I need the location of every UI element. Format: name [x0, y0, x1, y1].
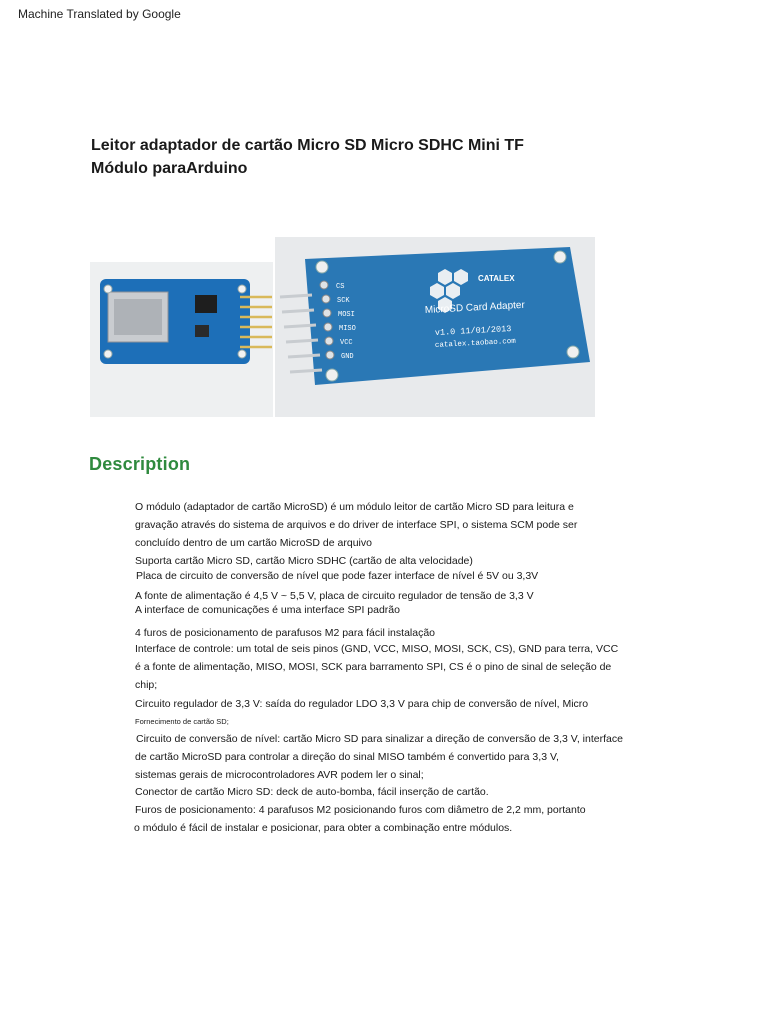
body-line-18: Furos de posicionamento: 4 parafusos M2 posicionando furos com diâmetro de 2,2 mm, portanto	[135, 804, 586, 816]
product-photo	[90, 237, 595, 417]
machine-translation-banner: Machine Translated by Google	[18, 7, 181, 21]
pin-label-gnd: GND	[341, 353, 354, 361]
large-module	[280, 247, 590, 385]
body-line-9: Interface de controle: um total de seis pinos (GND, VCC, MISO, MOSI, SCK, CS), GND para terra, VCC	[135, 643, 619, 655]
body-line-8: 4 furos de posicionamento de parafusos M2 para fácil instalação	[135, 627, 436, 639]
board-name: MicroSD Card Adapter	[424, 299, 526, 316]
body-line-1: O módulo (adaptador de cartão MicroSD) é um módulo leitor de cartão Micro SD para leitura e	[135, 501, 574, 513]
body-line-15: de cartão MicroSD para controlar a direção do sinal MISO também é convertido para 3,3 V,	[135, 751, 559, 763]
body-line-2: gravação através do sistema de arquivos e do driver de interface SPI, o sistema SCM pode ser	[135, 519, 578, 531]
description-heading: Description	[89, 454, 191, 474]
body-line-10: é a fonte de alimentação, MISO, MOSI, SCK para barramento SPI, CS é o pino de sinal de seleção de	[135, 661, 612, 673]
pin-label-miso: MISO	[339, 325, 356, 333]
board-url: catalex.taobao.com	[434, 337, 517, 350]
pin-label-vcc: VCC	[340, 339, 353, 347]
body-line-19: o módulo é fácil de instalar e posicionar, para obter a combinação entre módulos.	[134, 822, 513, 834]
body-line-16: sistemas gerais de microcontroladores AVR podem ler o sinal;	[135, 769, 424, 781]
pin-label-mosi: MOSI	[338, 311, 355, 319]
body-line-7: A interface de comunicações é uma interface SPI padrão	[135, 604, 400, 616]
body-line-12: Circuito regulador de 3,3 V: saída do regulador LDO 3,3 V para chip de conversão de nível, Micro	[135, 698, 589, 710]
board-version: v1.0 11/01/2013	[434, 324, 512, 338]
title-line-2: Módulo paraArduino	[91, 160, 248, 177]
body-line-4: Suporta cartão Micro SD, cartão Micro SDHC (cartão de alta velocidade)	[135, 555, 473, 567]
body-line-6: A fonte de alimentação é 4,5 V ~ 5,5 V, placa de circuito regulador de tensão de 3,3 V	[135, 590, 534, 602]
pin-label-sck: SCK	[337, 297, 350, 305]
page-title	[91, 134, 651, 180]
body-line-17: Conector de cartão Micro SD: deck de auto-bomba, fácil inserção de cartão.	[135, 786, 489, 798]
body-line-3: concluído dentro de um cartão MicroSD de arquivo	[135, 537, 372, 549]
body-line-11: chip;	[135, 679, 158, 691]
body-line-13: Fornecimento de cartão SD;	[135, 717, 229, 726]
body-line-5: Placa de circuito de conversão de nível que pode fazer interface de nível é 5V ou 3,3V	[136, 570, 539, 582]
small-module	[100, 279, 272, 364]
board-brand: CATALEX	[478, 274, 515, 283]
body-line-14: Circuito de conversão de nível: cartão Micro SD para sinalizar a direção de conversão de 3,3 V, interface	[136, 733, 623, 745]
pin-label-cs: CS	[336, 283, 345, 291]
title-line-1: Leitor adaptador de cartão Micro SD Micro SDHC Mini TF	[91, 137, 524, 154]
